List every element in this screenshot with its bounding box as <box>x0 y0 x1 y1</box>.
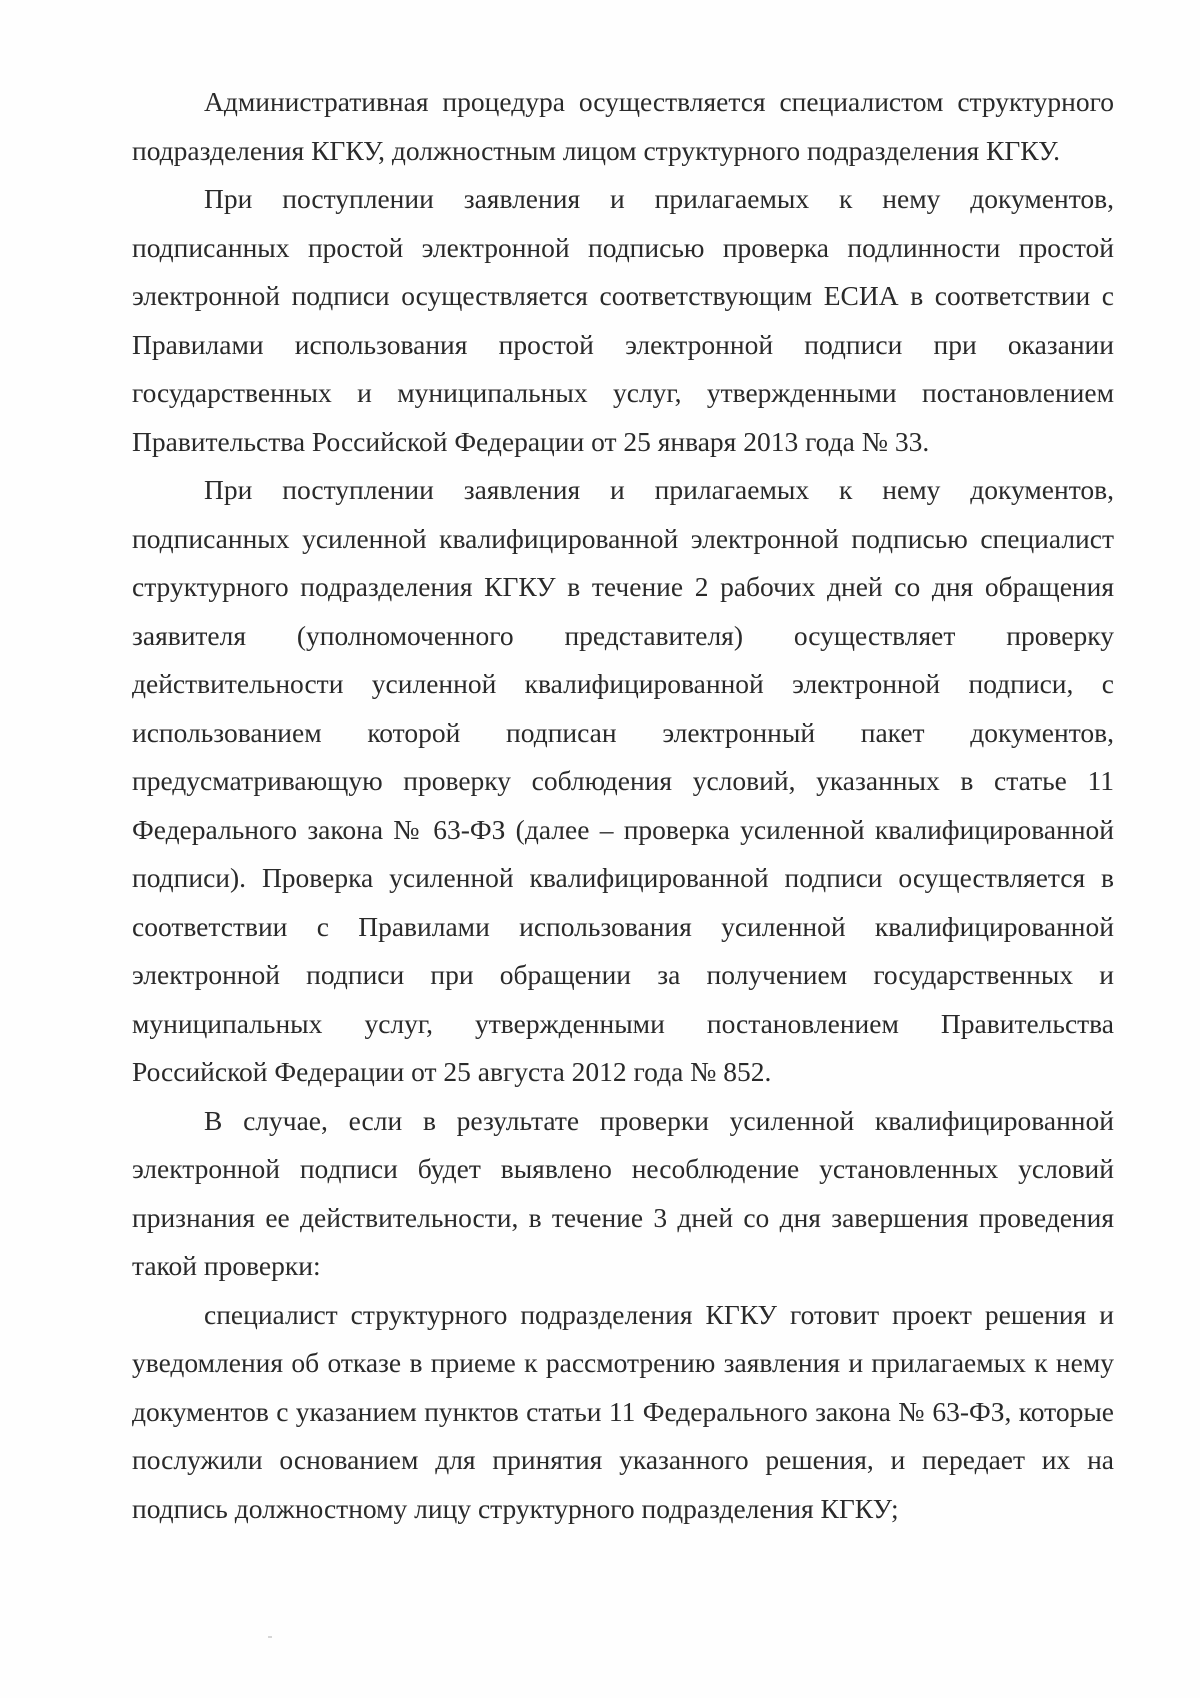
paragraph-refusal-draft: специалист структурного подразделения КГКУ готовит проект решения и уведомления об отказе в приеме к рассмотрению заявления и прилагаемых к нему документов с указанием пунктов статьи 11 Федерального закона № 63-ФЗ, которые послужили основанием для принятия указанного решения, и передает их на подпись должностному лицу структурного подразделения КГКУ; <box>132 1298 1114 1524</box>
paragraph-simple-signature-check: При поступлении заявления и прилагаемых к нему документов, подписанных простой электронной подписью проверка подлинности простой электронной подписи осуществляется соответствующим ЕСИА в соответствии с Правилами использования простой электронной подписи при оказании государственных и муниципальных услуг, утвержденными постановлением Правительства Российской Федерации от 25 января 2013 года № 33. <box>132 183 1114 457</box>
document-body <box>132 78 1114 1533</box>
paragraph-procedure-performer: Административная процедура осуществляется специалистом структурного подразделения КГКУ, должностным лицом структурного подразделения КГКУ. <box>132 86 1114 166</box>
paragraph-qualified-signature-check: При поступлении заявления и прилагаемых к нему документов, подписанных усиленной квалифицированной электронной подписью специалист структурного подразделения КГКУ в течение 2 рабочих дней со дня обращения заявителя (уполномоченного представителя) осуществляет проверку действительности усиленной квалифицированной электронной подписи, с использованием которой подписан электронный пакет документов, предусматривающую проверку соблюдения условий, указанных в статье 11 Федерального закона № 63-ФЗ (далее – проверка усиленной квалифицированной подписи). Проверка усиленной квалифицированной подписи осуществляется в соответствии с Правилами использования усиленной квалифицированной электронной подписи при обращении за получением государственных и муниципальных услуг, утвержденными постановлением Правительства Российской Федерации от 25 августа 2012 года № 852. <box>132 474 1114 1087</box>
paragraph-invalid-signature-case: В случае, если в результате проверки усиленной квалифицированной электронной подписи будет выявлено несоблюдение установленных условий признания ее действительности, в течение 3 дней со дня завершения проведения такой проверки: <box>132 1104 1114 1281</box>
scan-speck <box>268 1636 272 1638</box>
